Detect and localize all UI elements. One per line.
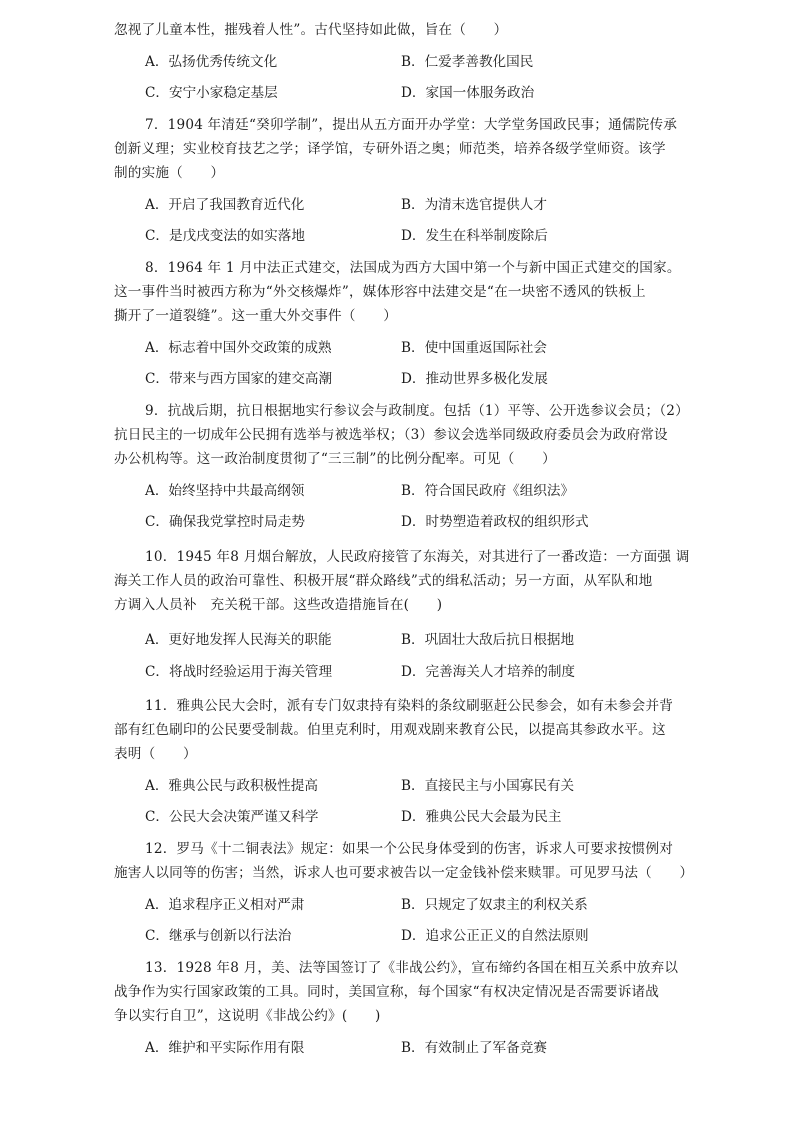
q7-option-d: D．发生在科举制废除后 (401, 228, 548, 244)
q8-option-d: D．推动世界多极化发展 (401, 371, 548, 387)
q12-option-b: B．只规定了奴隶主的利权关系 (401, 897, 588, 913)
q9-stem-line-2: 抗日民主的一切成年公民拥有选举与被选举权；（3）参议会选举同级政府委员会为政府常设 (114, 427, 668, 443)
q9-option-d: D．时势塑造着政权的组织形式 (401, 514, 589, 530)
q10-option-c: C．将战时经验运用于海关管理 (145, 664, 333, 680)
q6-option-c: C．安宁小家稳定基层 (145, 85, 278, 101)
q9-option-c: C．确保我党掌控时局走势 (145, 514, 305, 530)
q6-option-d: D．家国一体服务政治 (401, 85, 535, 101)
q12-option-d: D．追求公正正义的自然法原则 (401, 928, 589, 944)
q13-stem-line-3: 争以实行自卫”，这说明《非战公约》( ) (114, 1008, 381, 1024)
q11-stem-line-3: 表明（ ） (114, 746, 197, 762)
q10-option-b: B．巩固壮大敌后抗日根据地 (401, 632, 575, 648)
q11-stem-line-2: 部有红色刷印的公民要受制裁。伯里克利时，用观戏剧来教育公民，以提高其参政水平。这 (114, 722, 666, 738)
q10-option-a: A．更好地发挥人民海关的职能 (145, 632, 332, 648)
q10-stem-line-1: 10．1945 年8 月烟台解放，人民政府接管了东海关，对其进行了一番改造：一方面强 调 (145, 549, 690, 565)
q6-stem-line-1: 忽视了儿童本性，摧残着人性”。古代坚持如此做，旨在（ ） (114, 22, 508, 38)
q8-option-b: B．使中国重返国际社会 (401, 340, 547, 356)
q11-option-c: C．公民大会决策严谨又科学 (145, 809, 319, 825)
q11-option-a: A．雅典公民与政积极性提高 (145, 778, 318, 794)
q11-option-d: D．雅典公民大会最为民主 (401, 809, 562, 825)
q13-stem-line-2: 战争作为实行国家政策的工具。同时，美国宣称，每个国家“有权决定情况是否需要诉诸战 (114, 984, 660, 1000)
q7-stem-line-2: 创新义理；实业校育技艺之学；译学馆，专研外语之奥；师范类，培养各级学堂师资。该学 (114, 141, 666, 157)
q8-stem-line-2: 这一事件当时被西方称为“外交核爆炸”，媒体形容中法建交是“在一块密不透风的铁板上 (114, 284, 646, 300)
q10-option-d: D．完善海关人才培养的制度 (401, 664, 576, 680)
q13-option-b: B．有效制止了军备竞赛 (401, 1040, 547, 1056)
q9-option-b: B．符合国民政府《组织法》 (401, 483, 575, 499)
q12-stem-line-2: 施害人以同等的伤害；当然，诉求人也可要求被告以一定金钱补偿来赎罪。可见罗马法（ ） (114, 865, 694, 881)
q9-option-a: A．始终坚持中共最高纲领 (145, 483, 305, 499)
q8-option-a: A．标志着中国外交政策的成熟 (145, 340, 332, 356)
q7-stem-line-1: 7．1904 年清廷“癸卯学制”，提出从五方面开办学堂：大学堂务国政民事；通儒院传承 (145, 117, 678, 133)
q9-stem-line-3: 办公机构等。这一政治制度贯彻了“三三制”的比例分配率。可见（ ） (114, 451, 556, 467)
q13-stem-line-1: 13．1928 年8 月，美、法等国签订了《非战公约》，宣布缔约各国在相互关系中放弃以 (145, 960, 679, 976)
q10-stem-line-2: 海关工作人员的政治可靠性、积极开展“群众路线”式的缉私活动；另一方面，从军队和地 (114, 573, 653, 589)
q11-stem-line-1: 11．雅典公民大会时，派有专门奴隶持有染料的条纹刷驱赶公民参会，如有未参会并背 (145, 698, 674, 714)
q9-stem-line-1: 9．抗战后期，抗日根据地实行参议会与政制度。包括（1）平等、公开选参议会员；（2） (145, 403, 689, 419)
q6-option-a: A．弘扬优秀传统文化 (145, 54, 278, 70)
q8-option-c: C．带来与西方国家的建交高潮 (145, 371, 333, 387)
q7-option-c: C．是戊戌变法的如实落地 (145, 228, 305, 244)
q8-stem-line-1: 8．1964 年 1 月中法正式建交，法国成为西方大国中第一个与新中国正式建交的国家。 (145, 260, 681, 276)
q13-option-a: A．维护和平实际作用有限 (145, 1040, 305, 1056)
q12-stem-line-1: 12．罗马《十二铜表法》规定：如果一个公民身体受到的伤害，诉求人可要求按惯例对 (145, 841, 674, 857)
q7-option-b: B．为清末选官提供人才 (401, 197, 547, 213)
q11-option-b: B．直接民主与小国寡民有关 (401, 778, 575, 794)
q7-stem-line-3: 制的实施（ ） (114, 165, 225, 181)
q8-stem-line-3: 撕开了一道裂缝”。这一重大外交事件（ ） (114, 308, 398, 324)
q12-option-c: C．继承与创新以行法治 (145, 928, 292, 944)
q10-stem-line-3: 方调入人员补 充关税干部。这些改造措施旨在( ) (114, 597, 443, 613)
q7-option-a: A．开启了我国教育近代化 (145, 197, 305, 213)
q12-option-a: A．追求程序正义相对严肃 (145, 897, 305, 913)
q6-option-b: B．仁爱孝善教化国民 (401, 54, 534, 70)
